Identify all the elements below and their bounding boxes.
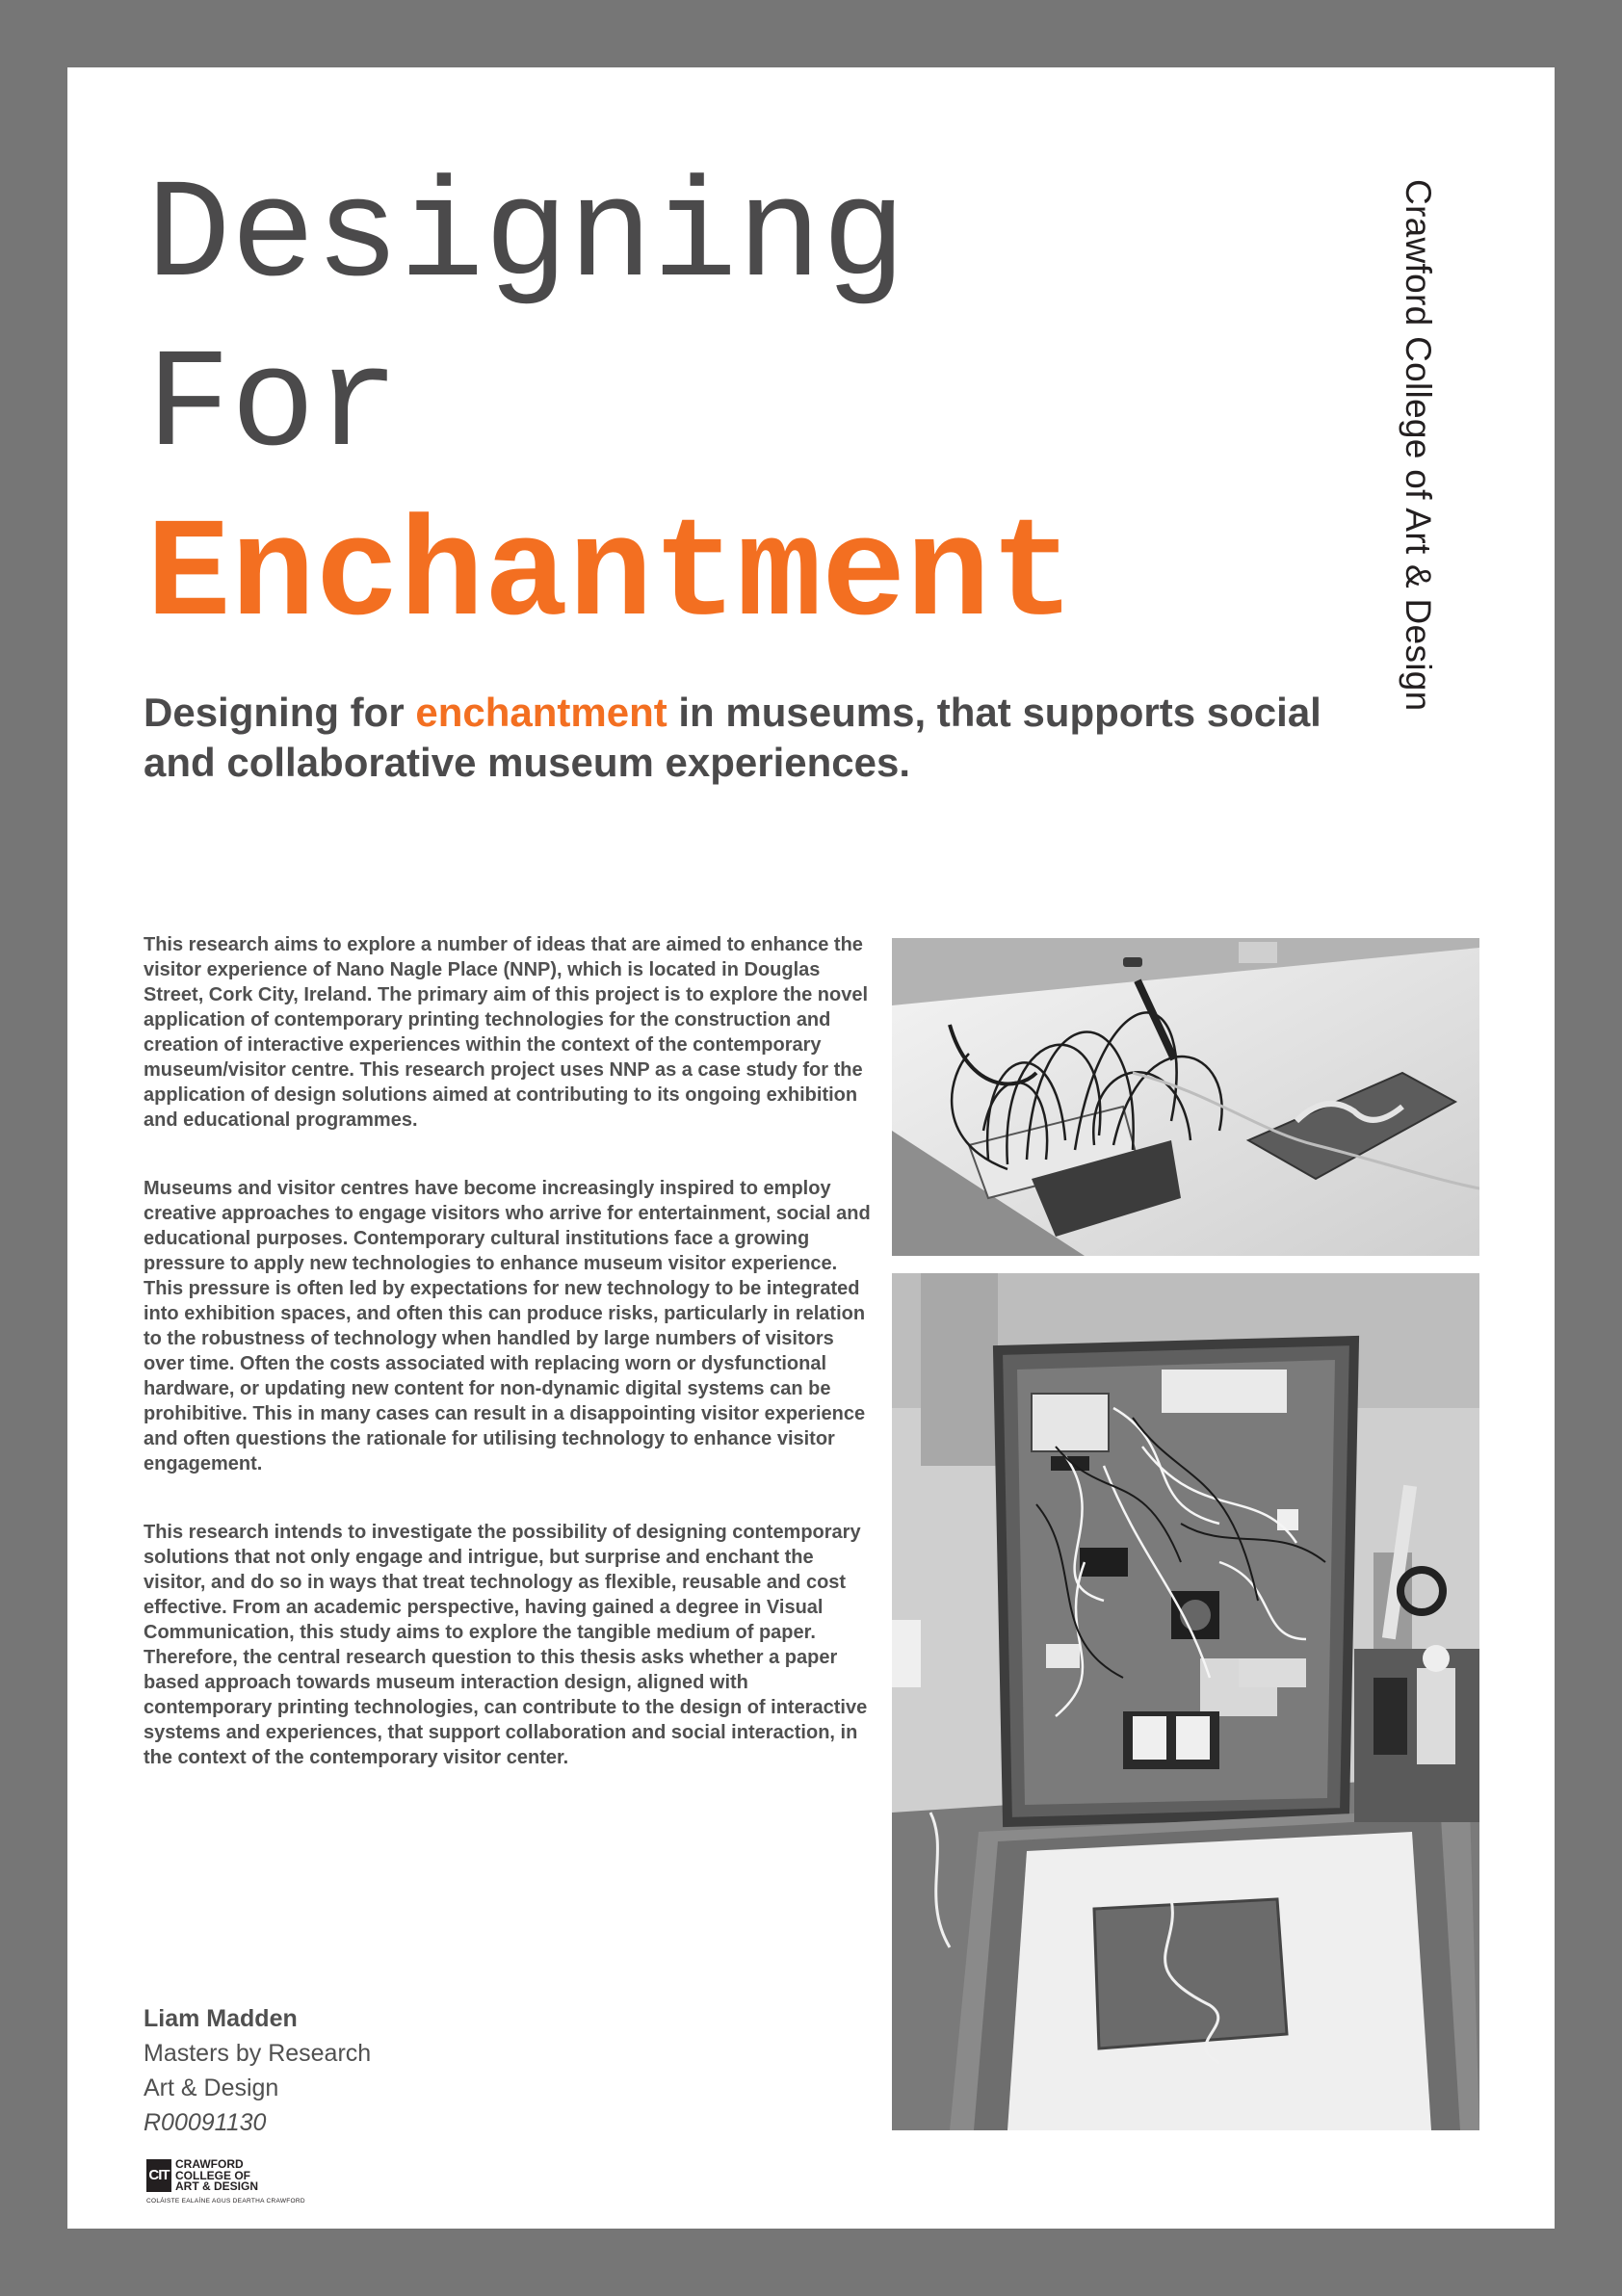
poster-subtitle [144, 688, 1396, 788]
photo-interactive-box-prototype [892, 1273, 1479, 2130]
subtitle-highlight: enchantment [415, 690, 667, 735]
photo-breadboard-prototype [892, 938, 1479, 1256]
subtitle-end: in museums, that supports social and collaborative museum experiences. [144, 690, 1321, 785]
title-line-2: For [146, 326, 400, 486]
author-student-id: R00091130 [144, 2109, 267, 2136]
body-paragraph-2: Museums and visitor centres have become increasingly inspired to employ creative approaches to engage visitors who arrive for entertainment, social and educational purposes. Contemporary cultural institutions face a growing pressure to apply new technologies to enhance museum visitor experience. This pressure is often led by expectations for new technology to be integrated into exhibition spaces, and often this can produce risks, particularly in relation to the robustness of technology when handled by large numbers of visitors over time. Often the costs associated with replacing worn or dysfunctional hardware, or updating new content for non-dynamic digital systems can be prohibitive. This in many cases can result in a disappointing visitor experience and often questions the rationale for utilising technology to enhance visitor engagement. [144, 1178, 871, 1474]
logo-line-2: COLLEGE OF [175, 2168, 250, 2182]
author-name: Liam Madden [144, 2005, 298, 2032]
poster-title [146, 152, 1075, 661]
body-paragraph-1: This research aims to explore a number of ideas that are aimed to enhance the visitor experience of Nano Nagle Place (NNP), which is located in Douglas Street, Cork City, Ireland. The primary aim of this project is to explore the novel application of contemporary printing technologies for the construction and creation of interactive experiences within the context of the contemporary museum/visitor centre. This research project uses NNP as a case study for the application of design solutions aimed at contributing to its ongoing exhibition and educational programmes. [144, 934, 869, 1131]
subtitle-start: Designing for [144, 690, 416, 735]
body-text [144, 932, 876, 1770]
college-logo [146, 2159, 339, 2207]
author-block [144, 2001, 371, 2140]
logo-irish-line: COLÁISTE EALAÍNE AGUS DEARTHA CRAWFORD [146, 2198, 305, 2205]
author-field: Art & Design [144, 2074, 279, 2101]
logo-line-1: CRAWFORD [175, 2157, 244, 2171]
author-degree: Masters by Research [144, 2040, 372, 2067]
title-line-3: Enchantment [146, 496, 1075, 656]
poster-sheet [67, 67, 1555, 2229]
breadboard-photo-illustration [892, 938, 1479, 1256]
box-photo-illustration [892, 1273, 1479, 2130]
cit-logo-icon: CIT [146, 2159, 171, 2192]
logo-wordmark [175, 2159, 258, 2193]
title-line-1: Designing [146, 157, 906, 317]
logo-line-3: ART & DESIGN [175, 2179, 259, 2193]
body-paragraph-3: This research intends to investigate the possibility of designing contemporary solutions that not only engage and intrigue, but surprise and enchant the visitor, and do so in ways that treat technology as flexible, reusable and cost effective. From an academic perspective, having gained a degree in Visual Communication, this study aims to explore the tangible medium of paper. Therefore, the central research question to this thesis asks whether a paper based approach towards museum interaction design, aligned with contemporary printing technologies, can contribute to the design of interactive systems and experiences, that support collaboration and social interaction, in the context of the contemporary visitor center. [144, 1522, 868, 1768]
college-side-label: Crawford College of Art & Design [1399, 179, 1438, 712]
